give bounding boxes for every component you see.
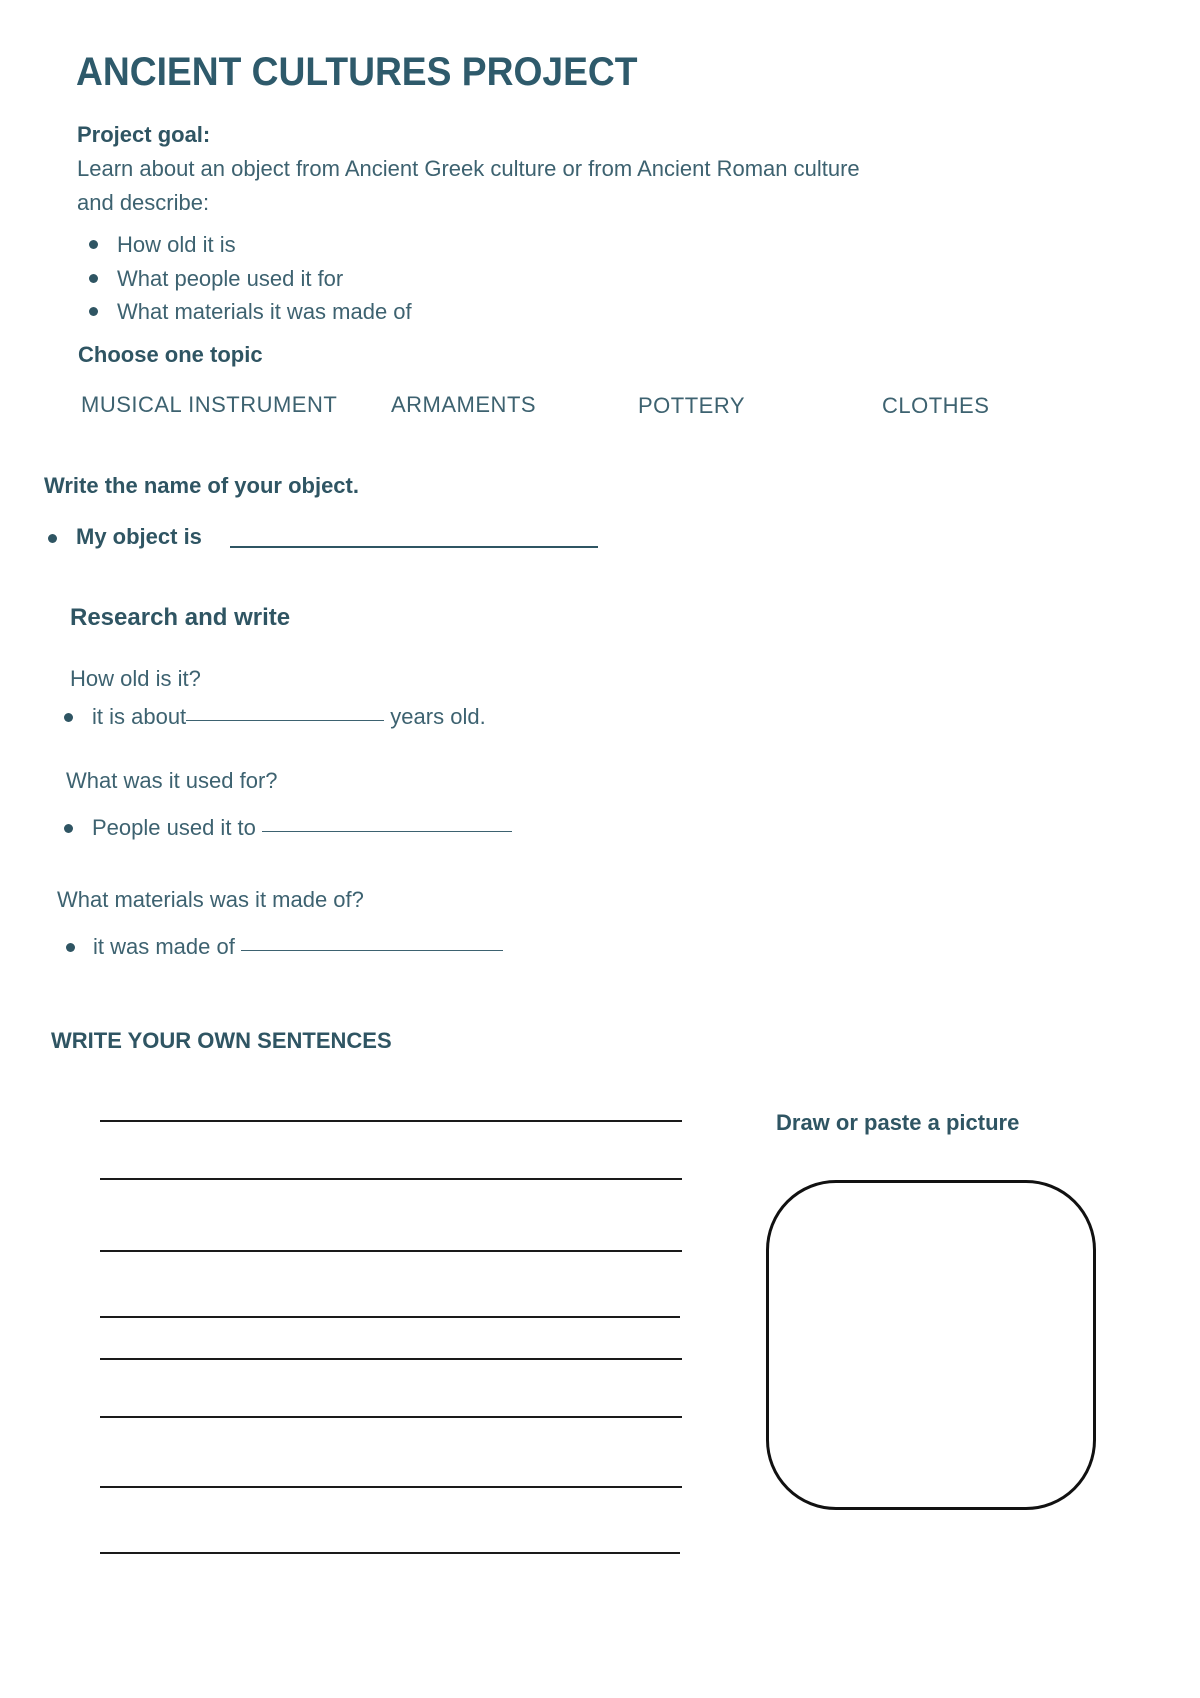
bullet-icon: [89, 274, 98, 283]
topic-option-musical-instrument: MUSICAL INSTRUMENT: [81, 392, 338, 417]
bullet-icon: [64, 824, 73, 833]
picture-box[interactable]: [766, 1180, 1096, 1510]
sentences-heading: WRITE YOUR OWN SENTENCES: [51, 1028, 392, 1053]
answer-age-blank[interactable]: [186, 720, 384, 721]
answer-materials-blank[interactable]: [241, 950, 503, 951]
question-use: What was it used for?: [66, 768, 278, 793]
object-name-heading: Write the name of your object.: [44, 473, 359, 498]
answer-materials-prefix: it was made of: [93, 934, 235, 959]
question-materials: What materials was it made of?: [57, 887, 364, 912]
writing-line[interactable]: [100, 1250, 682, 1252]
page-title: ANCIENT CULTURES PROJECT: [76, 50, 638, 94]
writing-line[interactable]: [100, 1178, 682, 1180]
writing-line[interactable]: [100, 1120, 682, 1122]
goal-list-item: What people used it for: [117, 266, 344, 291]
picture-label: Draw or paste a picture: [776, 1110, 1020, 1135]
bullet-icon: [89, 307, 98, 316]
writing-line[interactable]: [100, 1552, 680, 1554]
writing-line[interactable]: [100, 1316, 680, 1318]
research-heading: Research and write: [70, 604, 291, 631]
answer-age-prefix: it is about: [92, 704, 187, 729]
goal-text-line1: Learn about an object from Ancient Greek culture or from Ancient Roman culture: [77, 156, 860, 181]
answer-age-row: [92, 704, 486, 730]
bullet-icon: [66, 943, 75, 952]
goal-list-item: How old it is: [117, 232, 236, 257]
answer-use-blank[interactable]: [262, 831, 512, 832]
topic-option-clothes: CLOTHES: [882, 393, 990, 418]
goal-text-line2: and describe:: [77, 190, 210, 215]
object-name-prompt: My object is: [76, 524, 202, 549]
answer-use-row: [92, 815, 512, 841]
topic-heading: Choose one topic: [78, 342, 263, 367]
answer-use-prefix: People used it to: [92, 815, 256, 840]
answer-age-suffix: years old.: [390, 704, 486, 729]
writing-line[interactable]: [100, 1358, 682, 1360]
bullet-icon: [48, 534, 57, 543]
writing-line[interactable]: [100, 1416, 682, 1418]
writing-line[interactable]: [100, 1486, 682, 1488]
goal-list-item: What materials it was made of: [117, 299, 412, 324]
bullet-icon: [89, 240, 98, 249]
question-age: How old is it?: [70, 666, 201, 691]
bullet-icon: [64, 713, 73, 722]
topic-option-armaments: ARMAMENTS: [391, 392, 537, 417]
object-name-blank[interactable]: [230, 546, 598, 548]
answer-materials-row: [93, 934, 503, 960]
goal-heading: Project goal:: [77, 122, 211, 147]
topic-option-pottery: POTTERY: [638, 393, 746, 418]
